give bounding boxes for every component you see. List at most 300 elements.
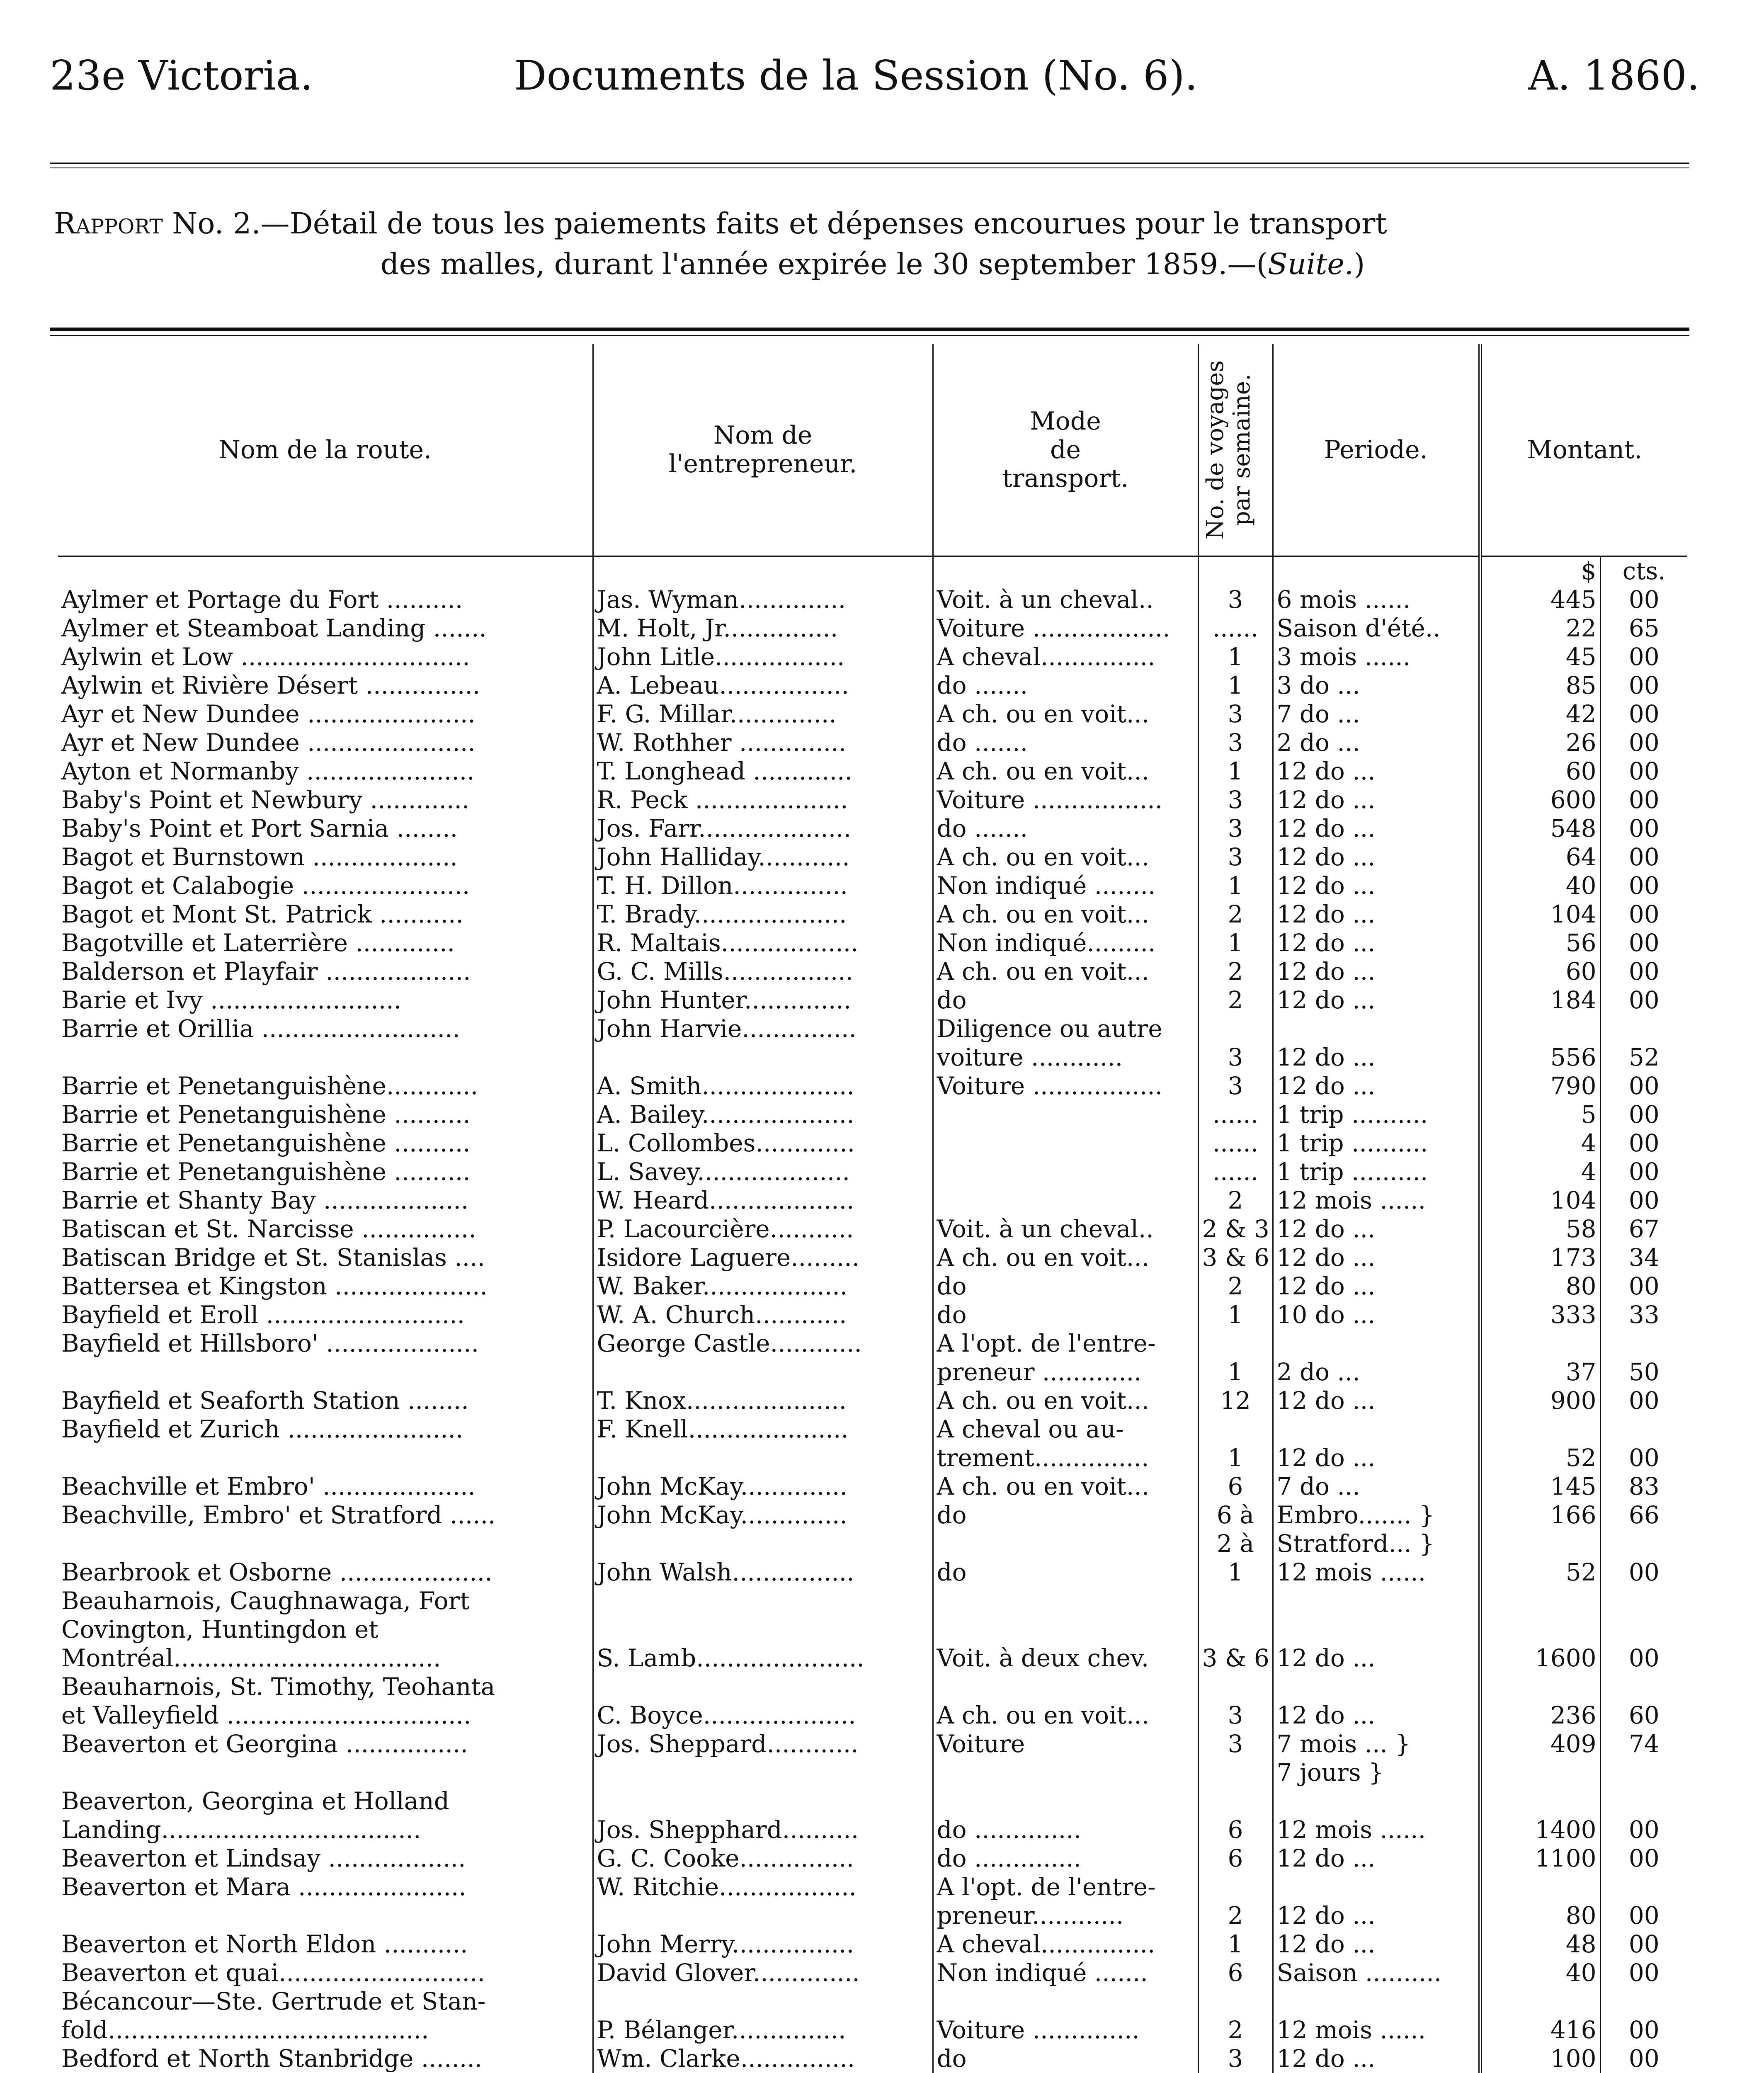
mode-cell: do <box>933 1558 1198 1587</box>
period-cell: 3 do ... <box>1273 671 1480 700</box>
trips-cell: 2 <box>1198 1901 1273 1930</box>
mode-cell: A ch. ou en voit... <box>933 957 1198 986</box>
mode-cell: A ch. ou en voit... <box>933 757 1198 786</box>
mode-cell: A ch. ou en voit... <box>933 1386 1198 1415</box>
route-cell <box>58 1043 593 1072</box>
table-row <box>58 1587 1687 1615</box>
route-cell: Beaverton et Lindsay .................. <box>61 1844 466 1872</box>
mode-cell: preneur............ <box>933 1901 1198 1930</box>
dollars-cell: 37 <box>1480 1358 1600 1386</box>
route-cell: Bayfield et Zurich ....................... <box>61 1415 463 1443</box>
mode-cell: do .............. <box>933 1816 1198 1844</box>
dollars-cell: 236 <box>1480 1701 1600 1730</box>
table-row <box>58 1787 1687 1816</box>
cents-cell: 00 <box>1600 728 1687 757</box>
cents-cell: 00 <box>1600 1272 1687 1301</box>
route-cell: Beaverton, Georgina et Holland <box>61 1787 449 1815</box>
dollars-cell: 40 <box>1480 871 1600 900</box>
mode-cell: A ch. ou en voit... <box>933 843 1198 871</box>
header-year: A. 1860. <box>1528 52 1700 100</box>
dollars-cell <box>1480 1873 1600 1901</box>
period-cell <box>1273 1329 1480 1358</box>
period-cell: 12 do ... <box>1273 957 1480 986</box>
dollars-cell <box>1480 1015 1600 1043</box>
contractor-cell: W. Rothher .............. <box>593 728 933 757</box>
cents-cell: 00 <box>1600 1158 1687 1186</box>
dollars-cell: 40 <box>1480 1959 1600 1987</box>
contractor-cell: Jos. Shepphard.......... <box>593 1816 933 1844</box>
cents-cell: 00 <box>1600 1558 1687 1587</box>
period-cell: 12 do ... <box>1273 814 1480 843</box>
trips-cell: 1 <box>1198 757 1273 786</box>
route-cell: Bayfield et Eroll .......................... <box>61 1301 465 1329</box>
dollars-cell: 104 <box>1480 900 1600 929</box>
trips-cell <box>1198 1787 1273 1816</box>
dollars-cell: 104 <box>1480 1186 1600 1215</box>
report-label: Rapport <box>54 206 163 240</box>
trips-cell: 1 <box>1198 671 1273 700</box>
period-cell: Embro....... } <box>1273 1501 1480 1529</box>
contractor-cell: Jas. Wyman.............. <box>593 585 933 614</box>
table-row <box>58 786 1687 814</box>
trips-cell <box>1198 1329 1273 1358</box>
dollars-cell: 80 <box>1480 1272 1600 1301</box>
trips-cell: 1 <box>1198 1358 1273 1386</box>
period-cell: 12 do ... <box>1273 1072 1480 1100</box>
mode-cell: A ch. ou en voit... <box>933 700 1198 728</box>
table-row <box>58 1501 1687 1529</box>
dollars-cell: 52 <box>1480 1444 1600 1472</box>
contractor-cell: Jos. Sheppard............ <box>593 1730 933 1758</box>
mode-cell: A ch. ou en voit... <box>933 1243 1198 1272</box>
table-row <box>58 1272 1687 1301</box>
cents-cell: 66 <box>1600 1501 1687 1529</box>
contractor-cell <box>593 1987 933 2016</box>
period-cell: 7 jours } <box>1273 1758 1480 1787</box>
dollars-cell <box>1480 1758 1600 1787</box>
trips-cell: 2 <box>1198 986 1273 1015</box>
trips-cell <box>1198 1758 1273 1787</box>
table-row <box>58 728 1687 757</box>
table-row <box>58 1158 1687 1186</box>
cents-cell: 00 <box>1600 814 1687 843</box>
dollars-cell: 45 <box>1480 643 1600 671</box>
contractor-cell <box>593 1043 933 1072</box>
table-row <box>58 1816 1687 1844</box>
route-cell: Beaverton et Georgina ................ <box>61 1730 468 1758</box>
table-row <box>58 1043 1687 1072</box>
dollars-cell: 1400 <box>1480 1816 1600 1844</box>
trips-cell: 3 <box>1198 843 1273 871</box>
report-text-2: des malles, durant l'année expirée le 30 september 1859.—( <box>380 247 1268 281</box>
contractor-cell: G. C. Cooke............... <box>593 1844 933 1873</box>
contractor-cell: L. Collombes............. <box>593 1129 933 1158</box>
table-row <box>58 2044 1687 2073</box>
dollars-cell: 333 <box>1480 1301 1600 1329</box>
cents-cell: 33 <box>1600 1301 1687 1329</box>
table-rule-top <box>50 328 1689 331</box>
dollars-cell: 85 <box>1480 671 1600 700</box>
mode-cell <box>933 1158 1198 1186</box>
trips-cell: 3 <box>1198 700 1273 728</box>
mode-cell: trement............... <box>933 1444 1198 1472</box>
period-cell: 12 do ... <box>1273 1930 1480 1959</box>
mode-cell: do <box>933 1272 1198 1301</box>
period-cell: 1 trip .......... <box>1273 1129 1480 1158</box>
period-cell: 7 do ... <box>1273 1472 1480 1501</box>
cents-cell: 00 <box>1600 1072 1687 1100</box>
contractor-cell: W. A. Church............ <box>593 1301 933 1329</box>
trips-cell: 2 <box>1198 2016 1273 2044</box>
period-cell: 12 do ... <box>1273 900 1480 929</box>
dollars-cell: 64 <box>1480 843 1600 871</box>
dollars-cell: 184 <box>1480 986 1600 1015</box>
dollars-cell: 80 <box>1480 1901 1600 1930</box>
contractor-cell: R. Peck .................... <box>593 786 933 814</box>
mode-cell: Diligence ou autre <box>933 1015 1198 1043</box>
dollars-cell <box>1480 1672 1600 1701</box>
trips-cell <box>1198 1615 1273 1644</box>
cents-cell <box>1600 1987 1687 2016</box>
mode-cell: A ch. ou en voit... <box>933 900 1198 929</box>
contractor-cell <box>593 1787 933 1816</box>
dollars-cell: 416 <box>1480 2016 1600 2044</box>
route-cell: Barrie et Penetanguishène .......... <box>61 1100 471 1129</box>
route-cell: Bayfield et Hillsboro' .................... <box>61 1329 479 1357</box>
table-row <box>58 2016 1687 2044</box>
mode-cell <box>933 1672 1198 1701</box>
period-cell: 1 trip .......... <box>1273 1158 1480 1186</box>
route-cell: Barrie et Penetanguishène .......... <box>61 1129 471 1157</box>
table-row <box>58 929 1687 957</box>
contractor-cell <box>593 1901 933 1930</box>
cents-cell: 00 <box>1600 1901 1687 1930</box>
contractor-cell: W. Heard................... <box>593 1186 933 1215</box>
cents-cell: 00 <box>1600 1959 1687 1987</box>
route-cell: Bayfield et Seaforth Station ........ <box>61 1386 469 1415</box>
trips-cell <box>1198 1415 1273 1444</box>
contractor-cell: M. Holt, Jr............... <box>593 614 933 643</box>
trips-cell: 3 & 6 <box>1198 1644 1273 1672</box>
contractor-cell: John Halliday............ <box>593 843 933 871</box>
cents-cell: 00 <box>1600 1186 1687 1215</box>
table-row <box>58 1873 1687 1901</box>
period-cell: 12 do ... <box>1273 1844 1480 1873</box>
trips-cell: 1 <box>1198 1558 1273 1587</box>
mode-cell: Voiture ................. <box>933 786 1198 814</box>
route-cell: Bagotville et Laterrière ............. <box>61 929 455 957</box>
report-text-3: ) <box>1354 247 1365 281</box>
currency-row <box>58 556 1687 586</box>
header-documents: Documents de la Session (No. 6). <box>514 52 1198 100</box>
mode-cell: do <box>933 1301 1198 1329</box>
route-cell: Baby's Point et Port Sarnia ........ <box>61 814 458 842</box>
contractor-cell: John Harvie............... <box>593 1015 933 1043</box>
table-body <box>58 585 1687 2073</box>
dollars-cell: 60 <box>1480 757 1600 786</box>
trips-cell: 3 <box>1198 1701 1273 1730</box>
period-cell: 2 do ... <box>1273 728 1480 757</box>
table-row <box>58 986 1687 1015</box>
dollars-cell: 1100 <box>1480 1844 1600 1873</box>
contractor-cell: George Castle............ <box>593 1329 933 1358</box>
dollars-cell: 26 <box>1480 728 1600 757</box>
dollars-cell: 4 <box>1480 1129 1600 1158</box>
mode-cell <box>933 1758 1198 1787</box>
period-cell <box>1273 1015 1480 1043</box>
route-cell: Balderson et Playfair ................... <box>61 957 471 986</box>
table-row <box>58 1329 1687 1358</box>
dollars-cell: 60 <box>1480 957 1600 986</box>
mode-cell: A ch. ou en voit... <box>933 1472 1198 1501</box>
period-cell: 10 do ... <box>1273 1301 1480 1329</box>
cents-cell: 00 <box>1600 786 1687 814</box>
trips-cell: 3 <box>1198 1072 1273 1100</box>
cents-cell: 00 <box>1600 700 1687 728</box>
route-cell <box>58 1758 593 1787</box>
period-cell: 12 do ... <box>1273 1386 1480 1415</box>
cents-cell: 50 <box>1600 1358 1687 1386</box>
route-cell: Montréal................................... <box>61 1644 441 1672</box>
trips-cell: 1 <box>1198 1301 1273 1329</box>
cents-cell <box>1600 1329 1687 1358</box>
mode-cell: do <box>933 1501 1198 1529</box>
route-cell: Beauharnois, St. Timothy, Teohanta <box>61 1672 495 1701</box>
route-cell: fold.......................................... <box>61 2016 429 2044</box>
table-header-row <box>58 344 1687 556</box>
dollars-cell: 5 <box>1480 1100 1600 1129</box>
trips-cell: 3 <box>1198 728 1273 757</box>
trips-cell: 3 <box>1198 814 1273 843</box>
period-cell <box>1273 1615 1480 1644</box>
table-row <box>58 1615 1687 1644</box>
table-row <box>58 1386 1687 1415</box>
table-row <box>58 1215 1687 1243</box>
trips-cell: 6 <box>1198 1816 1273 1844</box>
period-cell <box>1273 1987 1480 2016</box>
dollars-cell <box>1480 1787 1600 1816</box>
contractor-cell: W. Ritchie.................. <box>593 1873 933 1901</box>
contractor-cell: S. Lamb...................... <box>593 1644 933 1672</box>
col-trips-header: No. de voyages par semaine. <box>1198 344 1273 556</box>
contractor-cell: P. Bélanger............... <box>593 2016 933 2044</box>
cents-cell: 60 <box>1600 1701 1687 1730</box>
mode-cell: A l'opt. de l'entre- <box>933 1873 1198 1901</box>
table-row <box>58 1672 1687 1701</box>
dollars-cell <box>1480 1615 1600 1644</box>
table-row <box>58 614 1687 643</box>
contractor-cell: W. Baker................... <box>593 1272 933 1301</box>
cents-cell <box>1600 1615 1687 1644</box>
trips-cell: 3 <box>1198 1730 1273 1758</box>
table-row <box>58 1072 1687 1100</box>
cents-cell: 00 <box>1600 1844 1687 1873</box>
trips-cell: 2 <box>1198 1272 1273 1301</box>
period-cell <box>1273 1415 1480 1444</box>
cents-cell: 67 <box>1600 1215 1687 1243</box>
trips-cell: 1 <box>1198 871 1273 900</box>
route-cell: Aylwin et Low .............................. <box>61 643 470 671</box>
cents-cell <box>1600 1415 1687 1444</box>
period-cell: 12 do ... <box>1273 1243 1480 1272</box>
table-row <box>58 957 1687 986</box>
route-cell: Aylmer et Portage du Fort .......... <box>61 585 463 614</box>
contractor-cell: Wm. Clarke............... <box>593 2044 933 2073</box>
cents-cell: 00 <box>1600 986 1687 1015</box>
period-cell: 2 do ... <box>1273 1358 1480 1386</box>
trips-cell: 3 <box>1198 786 1273 814</box>
route-cell: Bagot et Burnstown ................... <box>61 843 458 871</box>
table-row <box>58 1959 1687 1987</box>
trips-cell: 2 & 3 <box>1198 1215 1273 1243</box>
cents-cell <box>1600 1529 1687 1558</box>
route-cell: Aylmer et Steamboat Landing ....... <box>61 614 487 642</box>
table-row <box>58 1558 1687 1587</box>
period-cell: 12 do ... <box>1273 843 1480 871</box>
trips-cell: 1 <box>1198 643 1273 671</box>
cents-cell: 00 <box>1600 1386 1687 1415</box>
route-cell: Batiscan Bridge et St. Stanislas .... <box>61 1243 485 1272</box>
mode-cell: Voiture .................. <box>933 614 1198 643</box>
table-row <box>58 900 1687 929</box>
cents-cell <box>1600 1787 1687 1816</box>
period-cell: 12 do ... <box>1273 1701 1480 1730</box>
contractor-cell: John Merry................ <box>593 1930 933 1959</box>
route-cell <box>58 1529 593 1558</box>
table-row <box>58 1243 1687 1272</box>
trips-cell: 6 <box>1198 1472 1273 1501</box>
table-row <box>58 1129 1687 1158</box>
running-header <box>41 49 1700 103</box>
mode-cell <box>933 1587 1198 1615</box>
period-cell: 12 do ... <box>1273 986 1480 1015</box>
cents-cell: 00 <box>1600 757 1687 786</box>
contractor-cell: F. G. Millar.............. <box>593 700 933 728</box>
route-cell: Batiscan et St. Narcisse ............... <box>61 1215 476 1243</box>
contractor-cell: F. Knell..................... <box>593 1415 933 1444</box>
route-cell: Barrie et Shanty Bay ................... <box>61 1186 469 1214</box>
trips-cell <box>1198 1587 1273 1615</box>
contractor-cell: Isidore Laguere......... <box>593 1243 933 1272</box>
contractor-cell: C. Boyce.................... <box>593 1701 933 1730</box>
table-row <box>58 1301 1687 1329</box>
col-contractor-header: Nom de l'entrepreneur. <box>593 344 933 556</box>
contractor-cell: P. Lacourcière........... <box>593 1215 933 1243</box>
route-cell: Ayton et Normanby ...................... <box>61 757 475 785</box>
contractor-cell <box>593 1358 933 1386</box>
cents-cell: 65 <box>1600 614 1687 643</box>
contractor-cell: John Litle................. <box>593 643 933 671</box>
report-suite: Suite. <box>1267 247 1354 281</box>
dollars-cell: 145 <box>1480 1472 1600 1501</box>
trips-cell: ...... <box>1198 1158 1273 1186</box>
period-cell: 12 do ... <box>1273 1215 1480 1243</box>
period-cell: 7 do ... <box>1273 700 1480 728</box>
trips-cell: 3 & 6 <box>1198 1243 1273 1272</box>
cents-cell: 00 <box>1600 1644 1687 1672</box>
contractor-cell: T. Longhead ............. <box>593 757 933 786</box>
route-cell: Landing.................................. <box>61 1816 421 1844</box>
route-cell: Ayr et New Dundee ...................... <box>61 700 476 728</box>
route-cell: Barrie et Penetanguishène............ <box>61 1072 478 1100</box>
cents-cell: 00 <box>1600 900 1687 929</box>
contractor-cell <box>593 1444 933 1472</box>
table-row <box>58 1730 1687 1758</box>
table-row <box>58 1644 1687 1672</box>
dollars-cell: 42 <box>1480 700 1600 728</box>
cents-cell: 00 <box>1600 671 1687 700</box>
dollars-cell: 166 <box>1480 1501 1600 1529</box>
mode-cell: do <box>933 2044 1198 2073</box>
route-cell: Barrie et Orillia .......................... <box>61 1015 460 1043</box>
dollars-cell: 173 <box>1480 1243 1600 1272</box>
mode-cell: A l'opt. de l'entre- <box>933 1329 1198 1358</box>
trips-cell <box>1198 1987 1273 2016</box>
route-cell: Bedford et North Stanbridge ........ <box>61 2044 483 2073</box>
route-cell: et Valleyfield ................................ <box>61 1701 471 1729</box>
route-cell: Bagot et Calabogie ...................... <box>61 871 470 900</box>
contractor-cell: A. Bailey.................... <box>593 1100 933 1129</box>
mode-cell <box>933 1529 1198 1558</box>
trips-cell: 6 <box>1198 1844 1273 1873</box>
header-session: 23e Victoria. <box>50 52 313 100</box>
trips-cell: 3 <box>1198 585 1273 614</box>
trips-cell: 12 <box>1198 1386 1273 1415</box>
period-cell: 12 mois ...... <box>1273 1816 1480 1844</box>
contractor-cell <box>593 1615 933 1644</box>
route-cell <box>58 1901 593 1930</box>
contractor-cell <box>593 1758 933 1787</box>
dollars-cell: 600 <box>1480 786 1600 814</box>
col-amount-header: Montant. <box>1480 344 1687 556</box>
contractor-cell: John Hunter.............. <box>593 986 933 1015</box>
period-cell: 3 mois ...... <box>1273 643 1480 671</box>
contractor-cell: A. Lebeau................. <box>593 671 933 700</box>
route-cell: Barie et Ivy ......................... <box>61 986 402 1014</box>
report-title-line2 <box>54 244 1691 284</box>
dollars-cell: 556 <box>1480 1043 1600 1072</box>
header-rule-bottom <box>50 167 1689 168</box>
dollar-sign: $ <box>1480 556 1600 586</box>
trips-cell: 6 <box>1198 1959 1273 1987</box>
cents-cell: 00 <box>1600 1444 1687 1472</box>
contractor-cell: L. Savey.................... <box>593 1158 933 1186</box>
cents-cell: 83 <box>1600 1472 1687 1501</box>
report-title-line1 <box>54 203 1691 244</box>
mode-cell: Non indiqué ....... <box>933 1959 1198 1987</box>
mode-cell: Voiture <box>933 1730 1198 1758</box>
dollars-cell: 100 <box>1480 2044 1600 2073</box>
trips-cell <box>1198 1672 1273 1701</box>
trips-cell: 2 <box>1198 957 1273 986</box>
route-cell: Beachville, Embro' et Stratford ...... <box>61 1501 496 1529</box>
trips-cell: 3 <box>1198 1043 1273 1072</box>
mode-cell <box>933 1787 1198 1816</box>
period-cell: 12 mois ...... <box>1273 1186 1480 1215</box>
contractor-cell: John McKay.............. <box>593 1472 933 1501</box>
mode-cell <box>933 1100 1198 1129</box>
contractor-cell: T. Brady.................... <box>593 900 933 929</box>
dollars-cell <box>1480 1987 1600 2016</box>
table-row <box>58 1415 1687 1444</box>
mode-cell: do ....... <box>933 814 1198 843</box>
mode-cell: A cheval............... <box>933 1930 1198 1959</box>
route-cell: Beaverton et North Eldon ........... <box>61 1930 468 1958</box>
trips-cell: ...... <box>1198 1129 1273 1158</box>
dollars-cell: 52 <box>1480 1558 1600 1587</box>
period-cell: 1 trip .......... <box>1273 1100 1480 1129</box>
mode-cell: Voit. à deux chev. <box>933 1644 1198 1672</box>
